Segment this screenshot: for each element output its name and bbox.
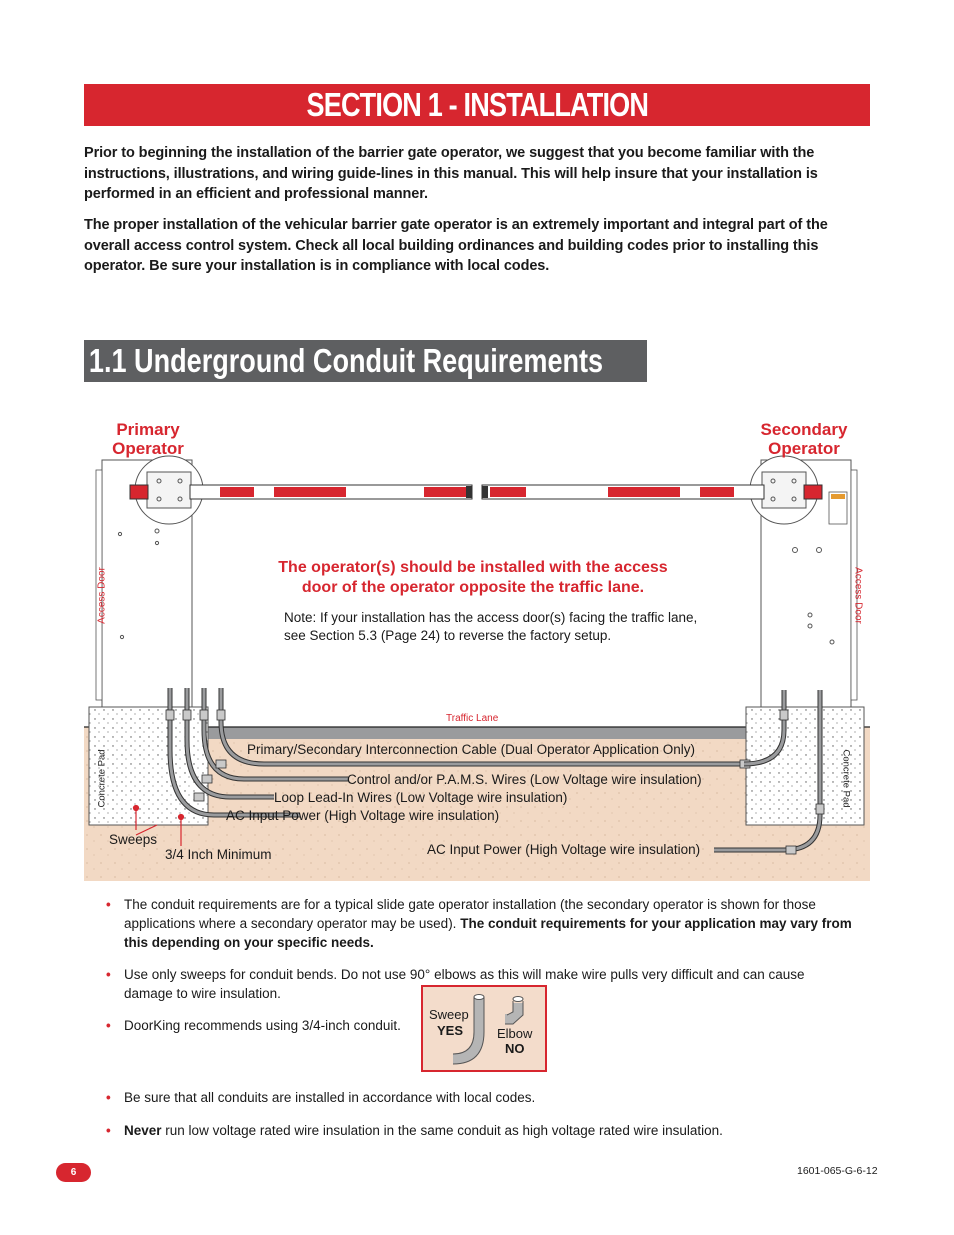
subsection-title: 1.1 Underground Conduit Requirements — [84, 340, 647, 382]
concrete-pad-label-left: Concrete Pad — [96, 749, 108, 808]
section-title: SECTION 1 - INSTALLATION — [84, 84, 870, 126]
interconnection-cable-label: Primary/Secondary Interconnection Cable (Dual Operator Application Only) — [247, 742, 695, 757]
bullet-conduit-requirements: • The conduit requirements are for a typical slide gate operator installation (the secondary operator is shown for those applications where a secondary operator may be used). The conduit requirements for your application may vary from this depending on your specific needs. — [106, 897, 852, 950]
access-door-label-left: Access Door — [96, 567, 108, 624]
document-code: 1601-065-G-6-12 — [797, 1165, 878, 1177]
sweep-yes-label: YES — [437, 1023, 464, 1038]
elbow-label: Elbow — [497, 1026, 533, 1041]
access-door-note: Note: If your installation has the access door(s) facing the traffic lane, see Section 5.3 (Page 24) to reverse the factory setup. — [284, 610, 698, 643]
traffic-lane-label: Traffic Lane — [446, 713, 499, 724]
access-door-label-right: Access Door — [852, 567, 864, 624]
control-wires-label: Control and/or P.A.M.S. Wires (Low Voltage wire insulation) — [347, 772, 702, 787]
sweeps-label: Sweeps — [109, 832, 158, 847]
loop-wires-label: Loop Lead-In Wires (Low Voltage wire insulation) — [274, 790, 568, 805]
bullet-local-codes: • Be sure that all conduits are installed in accordance with local codes. — [106, 1090, 536, 1105]
intro-paragraph-2: The proper installation of the vehicular barrier gate operator is an extremely important and integral part of the overall access control system. Check all local building ordinances and building codes prior to installing this operator. Be sure your installation is in compliance with local codes. — [84, 217, 828, 274]
gate-arm-left — [190, 485, 472, 499]
bullet-never-mix: • Never run low voltage rated wire insulation in the same conduit as high voltage rated wire insulation. — [106, 1123, 723, 1138]
primary-operator-label: Primary Operator — [112, 420, 184, 458]
concrete-pad-label-right: Concrete Pad — [840, 749, 852, 808]
sweep-vs-elbow-box — [421, 985, 547, 1072]
minimum-size-label: 3/4 Inch Minimum — [165, 847, 272, 862]
intro-paragraph-1: Prior to beginning the installation of the barrier gate operator, we suggest that you become familiar with the instructions, illustrations, and wiring guide-lines in this manual. This will help insure that your installation is performed in an efficient and professional manner. — [84, 145, 818, 202]
access-door-callout: The operator(s) should be installed with the access door of the operator opposite the traffic lane. — [278, 559, 668, 596]
page-number: 6 — [56, 1163, 91, 1182]
sweep-label: Sweep — [429, 1007, 469, 1022]
elbow-no-label: NO — [505, 1041, 525, 1056]
secondary-operator-label: Secondary Operator — [760, 420, 848, 458]
bullet-conduit-size: • DoorKing recommends using 3/4-inch conduit. — [106, 1018, 401, 1033]
bullet-sweeps-only: • Use only sweeps for conduit bends. Do not use 90° elbows as this will make wire pulls very difficult and can cause damage to wire insulation. — [106, 967, 805, 1001]
conduit-diagram — [84, 410, 870, 882]
gate-arm-right — [482, 485, 764, 499]
ac-power-primary-label: AC Input Power (High Voltage wire insulation) — [226, 808, 500, 823]
ac-power-secondary-label: AC Input Power (High Voltage wire insulation) — [427, 842, 701, 857]
road-surface — [208, 727, 746, 739]
